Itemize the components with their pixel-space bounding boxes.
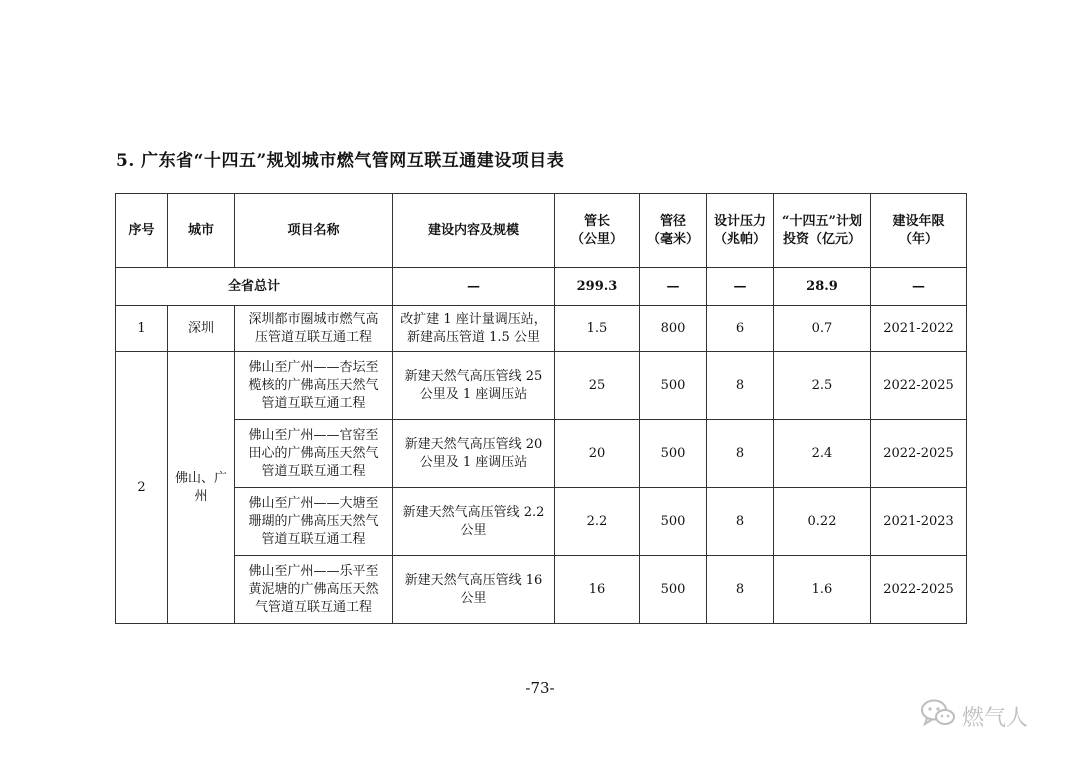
row-investment: 2.4 — [774, 420, 871, 488]
row-content: 新建天然气高压管线 25 公里及 1 座调压站 — [393, 352, 555, 420]
watermark-text: 燃气人 — [962, 705, 1029, 731]
row-project-name: 深圳都市圈城市燃气高 压管道互联互通工程 — [235, 306, 393, 352]
header-row — [116, 194, 967, 268]
row-pressure: 6 — [707, 306, 774, 352]
row-pressure: 8 — [707, 420, 774, 488]
row-content: 改扩建 1 座计量调压站， 新建高压管道 1.5 公里 — [393, 306, 555, 352]
row-diameter: 500 — [640, 420, 707, 488]
header-investment: “十四五”计划 投资（亿元） — [774, 194, 871, 268]
row-investment: 1.6 — [774, 556, 871, 624]
row-years: 2021-2022 — [871, 306, 967, 352]
row-project-name: 佛山至广州——官窑至 田心的广佛高压天然气 管道互联互通工程 — [235, 420, 393, 488]
row-investment: 0.7 — [774, 306, 871, 352]
row-seq: 2 — [116, 352, 168, 624]
header-content: 建设内容及规模 — [393, 194, 555, 268]
row-investment: 2.5 — [774, 352, 871, 420]
header-diameter: 管径 （毫米） — [640, 194, 707, 268]
row-years: 2022-2025 — [871, 556, 967, 624]
page-number: -73- — [525, 679, 555, 697]
row-pressure: 8 — [707, 352, 774, 420]
row-years: 2021-2023 — [871, 488, 967, 556]
row-seq: 1 — [116, 306, 168, 352]
total-years: — — [871, 268, 967, 306]
header-years: 建设年限 （年） — [871, 194, 967, 268]
row-content: 新建天然气高压管线 20 公里及 1 座调压站 — [393, 420, 555, 488]
row-diameter: 500 — [640, 556, 707, 624]
row-pressure: 8 — [707, 556, 774, 624]
wechat-icon — [920, 698, 956, 734]
header-length: 管长 （公里） — [555, 194, 640, 268]
table-row — [116, 352, 967, 420]
row-investment: 0.22 — [774, 488, 871, 556]
row-city: 深圳 — [168, 306, 235, 352]
row-diameter: 800 — [640, 306, 707, 352]
table-row — [116, 488, 967, 556]
row-project-name: 佛山至广州——杏坛至 榄核的广佛高压天然气 管道互联互通工程 — [235, 352, 393, 420]
header-name: 项目名称 — [235, 194, 393, 268]
table-row — [116, 420, 967, 488]
watermark — [920, 698, 1028, 734]
total-label: 全省总计 — [116, 268, 393, 306]
row-length: 25 — [555, 352, 640, 420]
project-table — [115, 193, 967, 624]
header-city: 城市 — [168, 194, 235, 268]
total-row — [116, 268, 967, 306]
table-row — [116, 306, 967, 352]
row-diameter: 500 — [640, 488, 707, 556]
total-diameter: — — [640, 268, 707, 306]
total-pressure: — — [707, 268, 774, 306]
row-content: 新建天然气高压管线 16 公里 — [393, 556, 555, 624]
total-content: — — [393, 268, 555, 306]
row-length: 16 — [555, 556, 640, 624]
row-length: 1.5 — [555, 306, 640, 352]
row-diameter: 500 — [640, 352, 707, 420]
row-city: 佛山、广 州 — [168, 352, 235, 624]
total-length: 299.3 — [555, 268, 640, 306]
total-investment: 28.9 — [774, 268, 871, 306]
row-project-name: 佛山至广州——大塘至 珊瑚的广佛高压天然气 管道互联互通工程 — [235, 488, 393, 556]
row-years: 2022-2025 — [871, 420, 967, 488]
row-years: 2022-2025 — [871, 352, 967, 420]
header-seq: 序号 — [116, 194, 168, 268]
table-row — [116, 556, 967, 624]
row-pressure: 8 — [707, 488, 774, 556]
row-project-name: 佛山至广州——乐平至 黄泥塘的广佛高压天然 气管道互联互通工程 — [235, 556, 393, 624]
document-title: 5. 广东省“十四五”规划城市燃气管网互联互通建设项目表 — [116, 151, 565, 171]
header-pressure: 设计压力 （兆帕） — [707, 194, 774, 268]
row-content: 新建天然气高压管线 2.2 公里 — [393, 488, 555, 556]
row-length: 20 — [555, 420, 640, 488]
row-length: 2.2 — [555, 488, 640, 556]
